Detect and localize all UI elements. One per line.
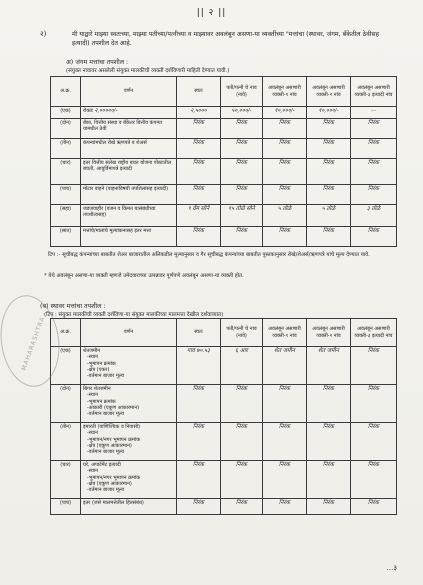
section-intro: मी याद्वारे माझ्या स्वतःच्या, माझ्या पतीच्या/पत्नीच्या व माझ्यावर अवलंबून असणा-या व्यक्तींच्या "मत्तांचा (स्थावर, जंगम, बँकेतील ठेवीसह इत्यादी) तपशील देत आहे.: [72, 31, 379, 47]
cell-dependent-3: निरंक: [351, 423, 397, 461]
cell-dependent-1: निरंक: [263, 385, 307, 423]
table-header: अवलंबून असणारी व्यक्ती-१ नांव: [263, 319, 307, 347]
row-number: (तीन): [51, 139, 81, 159]
table-header: अवलंबून असणारी व्यक्ती-२ नांव: [307, 319, 351, 347]
cell-dependent-2: निरंक: [307, 423, 351, 461]
row-description: बिगर शेतजमीन -स्थान -भूमापन क्रमांक -आकारी (एकूण आकारमान) -वर्तमान बाजार मूल्य: [81, 385, 177, 423]
immovable-assets-note: (टिप : संयुक्त मालकीची व्यक्ती दर्शविणा-या संयुक्त मालकीच्या मालमत्ता देखील दर्शवाव्यात): [44, 312, 224, 318]
cell-dependent-2: १०,०००/-: [307, 107, 351, 119]
cell-dependent-1: शेत जमीन: [263, 347, 307, 385]
cell-dependent-3: निरंक: [351, 119, 397, 139]
cell-dependent-1: निरंक: [263, 139, 307, 159]
table-row: [51, 107, 397, 119]
table-header: अ.क्र.: [51, 77, 81, 107]
movable-assets-note: (संयुक्त नावावर असलेली संयुक्त मालकीची व्यक्ती दर्शविणारी माहिती देण्यात यावी.): [66, 68, 230, 74]
cell-spouse: ६ आर: [221, 347, 263, 385]
cell-dependent-3: निरंक: [351, 227, 397, 247]
table-row: [51, 205, 397, 227]
cell-dependent-2: निरंक: [307, 227, 351, 247]
cell-dependent-3: निरंक: [351, 347, 397, 385]
table-row: [51, 385, 397, 423]
cell-dependent-1: निरंक: [263, 461, 307, 499]
row-description: इतर वित्तीय संलेख राष्ट्रीय बचत योजना पोस्टातील बचती, आयुर्विमापत्रे इत्यादी: [81, 159, 177, 185]
cell-spouse: १५ तोळे सोने: [221, 205, 263, 227]
cell-self: निरंक: [177, 185, 221, 205]
cell-dependent-3: निरंक: [351, 159, 397, 185]
cell-spouse: निरंक: [221, 139, 263, 159]
row-description: इतर (जसे मालमत्तेतील हितसंबंध): [81, 499, 177, 515]
cell-spouse: निरंक: [221, 119, 263, 139]
cell-spouse: निरंक: [221, 227, 263, 247]
table-header: स्वतः: [177, 77, 221, 107]
table-row: [51, 185, 397, 205]
cell-dependent-3: निरंक: [351, 385, 397, 423]
row-number: (दोन): [51, 119, 81, 139]
listed-companies-note: टिप :- सूचीबद्ध कंपन्यांच्या बाबतीत शेअर बाजारातील अलिकडील मूल्यानुसार व गैर सूचीबद्ध कंपन्यांच्या बाबतीत पुस्तकानुसार रोखे/शेअर्स/ऋणपत्रे यांचे मूल्य देण्यात यावे.: [48, 252, 370, 258]
cell-dependent-2: निरंक: [307, 461, 351, 499]
cell-self: निरंक: [177, 139, 221, 159]
cell-self: निरंक: [177, 159, 221, 185]
table-header: अवलंबून असणारी व्यक्ती-३ इत्यादी नांव: [351, 77, 397, 107]
table-row: [51, 461, 397, 499]
row-description: बँका, वित्तीय संस्था व बँकेतर वित्तीय कंपन्या यामधील ठेवी: [81, 119, 177, 139]
cell-self: निरंक: [177, 499, 221, 515]
row-description: शेतजमीन -स्थान -भूमापन क्रमांक -क्षेत्र (एकर) -वर्तमान बाजार मूल्य: [81, 347, 177, 385]
cell-spouse: निरंक: [221, 461, 263, 499]
table-row: [51, 139, 397, 159]
table-header: पती/पत्नी चे नाव (नावे): [221, 319, 263, 347]
table-row: [51, 423, 397, 461]
cell-spouse: निरंक: [221, 185, 263, 205]
movable-assets-title: अ) जंगम मत्तांचा तपशील :: [66, 59, 129, 66]
cell-dependent-3: निरंक: [351, 185, 397, 205]
row-number: (तीन): [51, 423, 81, 461]
notary-stamp-text: MAHARASHTRA: [20, 315, 47, 372]
cell-spouse: निरंक: [221, 385, 263, 423]
cell-dependent-2: निरंक: [307, 139, 351, 159]
cell-spouse: निरंक: [221, 159, 263, 185]
row-description: रोकड २,०००००/-: [81, 107, 177, 119]
immovable-assets-table: [50, 318, 397, 515]
row-number: (एक): [51, 347, 81, 385]
cell-dependent-2: निरंक: [307, 159, 351, 185]
table-header: पती/पत्नी चे नाव (नावे): [221, 77, 263, 107]
cell-dependent-3: निरंक: [351, 461, 397, 499]
table-header: स्वतः: [177, 319, 221, 347]
row-number: (सात): [51, 227, 81, 247]
cell-self: निरंक: [177, 423, 221, 461]
movable-assets-heading: [66, 57, 229, 74]
cell-dependent-2: निरंक: [307, 185, 351, 205]
immovable-assets-title: (ब) स्थावर मत्तांचा तपशील :: [40, 303, 106, 310]
table-row: [51, 227, 397, 247]
dependents-note: * येथे अवलंबून असणा-या व्यक्ती म्हणजे उमेदवाराच्या उत्पन्नावर पूर्णपणे अवलंबून असणा-या व्यक्ती होत.: [44, 273, 244, 279]
cell-dependent-3: निरंक: [351, 499, 397, 515]
cell-self: गाव ७०.५३: [177, 347, 221, 385]
cell-spouse: ५०,०००/-: [221, 107, 263, 119]
row-number: (एक): [51, 107, 81, 119]
row-description: जडजवाहीर (वजन व किंमत यासंबंधीच्या तपशीलासह): [81, 205, 177, 227]
cell-self: निरंक: [177, 385, 221, 423]
cell-dependent-1: निरंक: [263, 185, 307, 205]
cell-self: २,५०००: [177, 107, 221, 119]
row-description: मत्तांचे/मालांचे मूल्यांकनासह इतर मत्ता: [81, 227, 177, 247]
row-description: घरे, अपार्टमेंट इत्यादी -स्थान -भूमापन/नगर भूमापन क्रमांक -क्षेत्र (एकूण आकारमान) -वर्तमान बाजार मूल्य: [81, 461, 177, 499]
cell-dependent-1: १०,०००/-: [263, 107, 307, 119]
cell-self: ९ ग्रॅम सोने: [177, 205, 221, 227]
cell-dependent-3: —: [351, 107, 397, 119]
table-row: [51, 119, 397, 139]
row-number: (पाच): [51, 499, 81, 515]
cell-dependent-3: ३ तोळे: [351, 205, 397, 227]
cell-self: निरंक: [177, 227, 221, 247]
cell-dependent-1: निरंक: [263, 119, 307, 139]
table-row: [51, 499, 397, 515]
cell-dependent-2: शेत जमीन: [307, 347, 351, 385]
section-number: २): [40, 30, 47, 38]
cell-dependent-2: ५ तोळे: [307, 205, 351, 227]
cell-dependent-1: निरंक: [263, 499, 307, 515]
movable-assets-table: [50, 76, 397, 247]
cell-spouse: निरंक: [221, 499, 263, 515]
page-number: || २ ||: [196, 8, 227, 18]
row-number: (पाच): [51, 185, 81, 205]
table-header: अवलंबून असणारी व्यक्ती-१ नांव: [263, 77, 307, 107]
table-header: अवलंबून असणारी व्यक्ती-३ इत्यादी नांव: [351, 319, 397, 347]
cell-dependent-1: निरंक: [263, 423, 307, 461]
cell-dependent-1: ५ तोळे: [263, 205, 307, 227]
page-continuation: ...३: [386, 564, 397, 572]
cell-self: निरंक: [177, 461, 221, 499]
table-header: अवलंबून असणारी व्यक्ती-२ नांव: [307, 77, 351, 107]
cell-dependent-2: निरंक: [307, 499, 351, 515]
cell-self: निरंक: [177, 119, 221, 139]
row-number: (सहा): [51, 205, 81, 227]
cell-dependent-2: निरंक: [307, 119, 351, 139]
cell-dependent-3: निरंक: [351, 139, 397, 159]
table-header: वर्णन: [81, 319, 177, 347]
row-description: मोटार वाहने (वाहनाविषयी तपशिलांसह इत्यादी): [81, 185, 177, 205]
row-description: इमारती (वाणिज्यिक व निवासी) -स्थान -भूमापन/नगर भूमापन क्रमांक -क्षेत्र (एकूण आकारमान) -वर्तमान बाजार मूल्य: [81, 423, 177, 461]
table-row: [51, 159, 397, 185]
row-description: कंपन्यांमधील रोखे ऋणपत्रे व शेअर्स: [81, 139, 177, 159]
cell-dependent-1: निरंक: [263, 227, 307, 247]
row-number: (चार): [51, 461, 81, 499]
immovable-assets-heading: [40, 301, 223, 318]
row-number: (दोन): [51, 385, 81, 423]
cell-spouse: निरंक: [221, 423, 263, 461]
table-header: वर्णन: [81, 77, 177, 107]
row-number: (चार): [51, 159, 81, 185]
table-row: [51, 347, 397, 385]
table-header: अ.क्र.: [51, 319, 81, 347]
cell-dependent-1: निरंक: [263, 159, 307, 185]
cell-dependent-2: निरंक: [307, 385, 351, 423]
